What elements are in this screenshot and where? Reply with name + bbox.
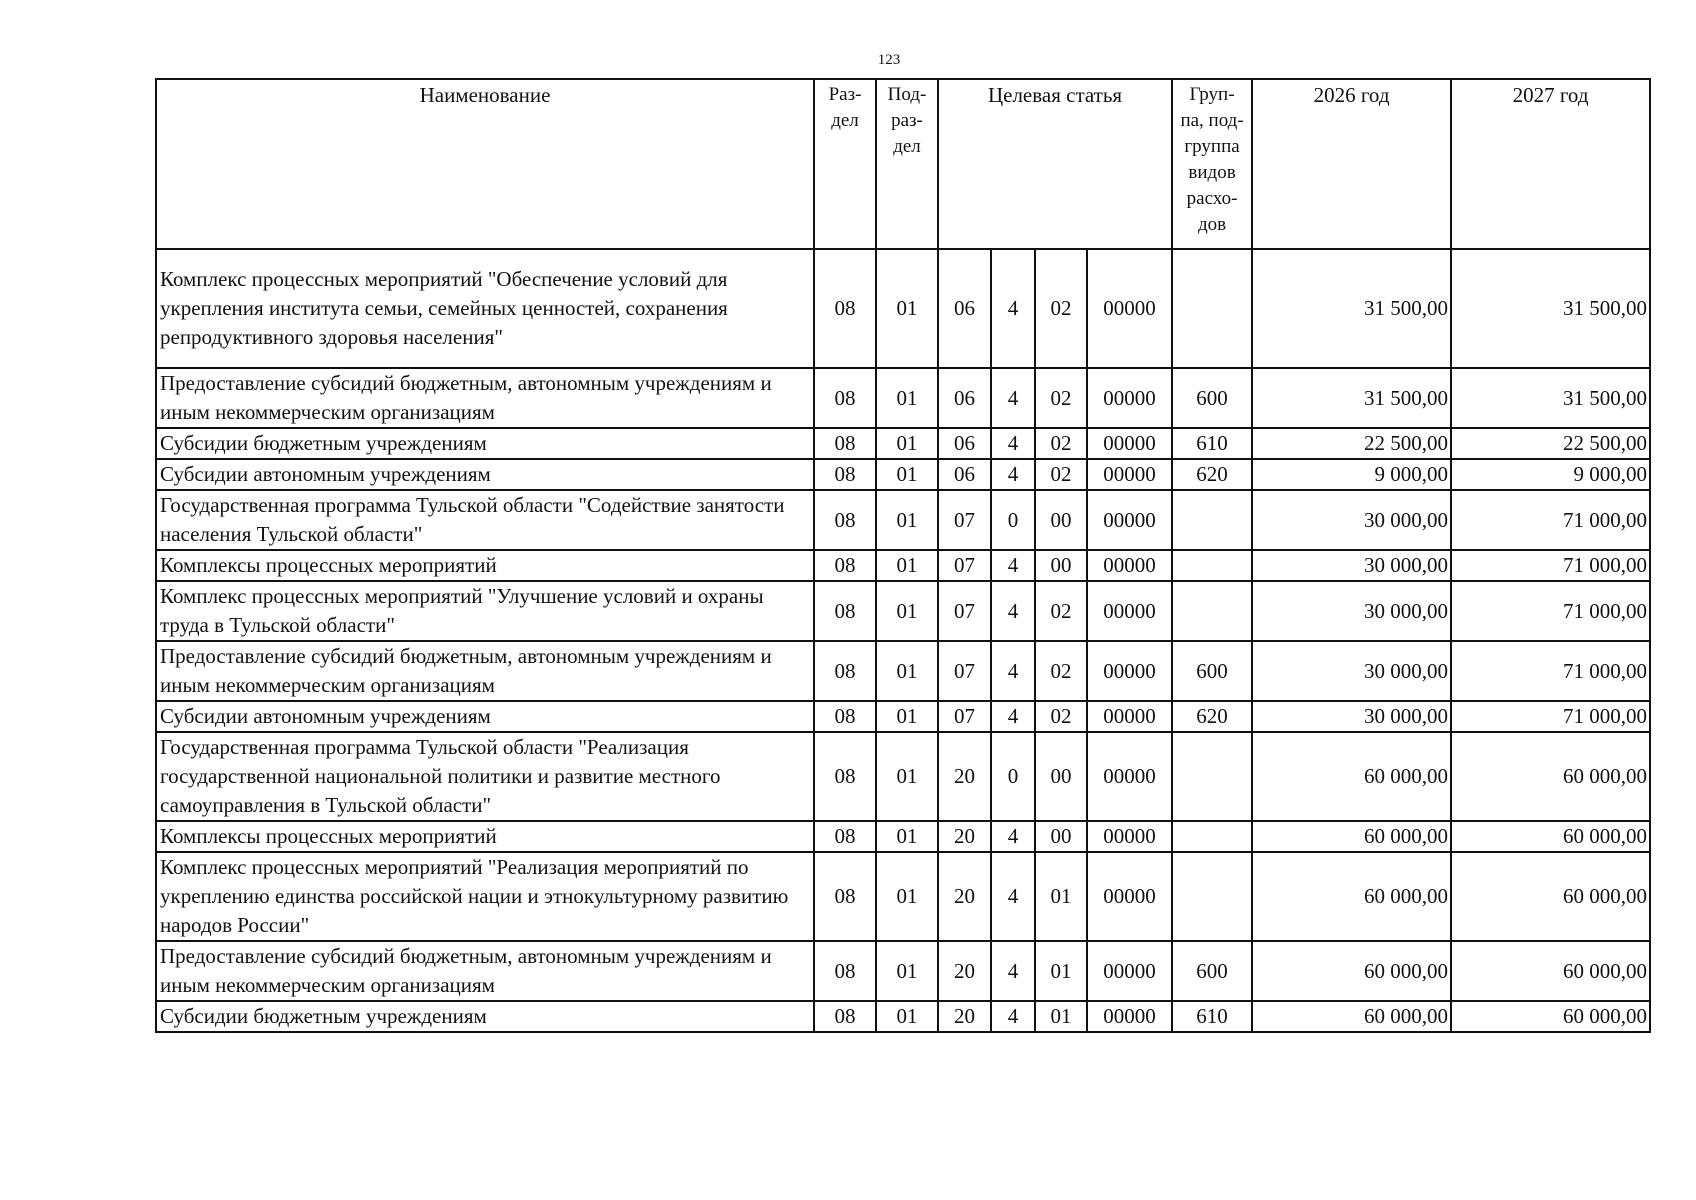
vid-rashodov-cell xyxy=(1172,732,1252,821)
table-row xyxy=(156,1001,1650,1032)
row-name: Государственная программа Тульской области "Содействие занятости населения Тульской области" xyxy=(156,490,814,550)
amount-2026-cell: 31 500,00 xyxy=(1252,249,1451,368)
celevaya-statya-program-cell: 20 xyxy=(938,941,991,1001)
vid-rashodov-cell: 600 xyxy=(1172,941,1252,1001)
vid-rashodov-cell xyxy=(1172,821,1252,852)
podrazdel-cell: 01 xyxy=(876,581,938,641)
celevaya-statya-program-cell: 07 xyxy=(938,490,991,550)
amount-2026-cell: 60 000,00 xyxy=(1252,941,1451,1001)
celevaya-statya-type-cell: 4 xyxy=(991,1001,1035,1032)
podrazdel-cell: 01 xyxy=(876,249,938,368)
row-name: Комплексы процессных мероприятий xyxy=(156,821,814,852)
amount-2027-cell: 60 000,00 xyxy=(1451,852,1650,941)
amount-2027-cell: 60 000,00 xyxy=(1451,941,1650,1001)
celevaya-statya-direction-cell: 00000 xyxy=(1087,581,1172,641)
razdel-cell: 08 xyxy=(814,732,876,821)
celevaya-statya-direction-cell: 00000 xyxy=(1087,459,1172,490)
celevaya-statya-program-cell: 07 xyxy=(938,550,991,581)
header-podrazdel: Под- раз- дел xyxy=(876,79,938,249)
celevaya-statya-subprogram-cell: 00 xyxy=(1035,490,1087,550)
vid-rashodov-cell xyxy=(1172,581,1252,641)
amount-2027-cell: 71 000,00 xyxy=(1451,641,1650,701)
podrazdel-cell: 01 xyxy=(876,701,938,732)
celevaya-statya-type-cell: 4 xyxy=(991,701,1035,732)
row-name: Предоставление субсидий бюджетным, автономным учреждениям и иным некоммерческим организациям xyxy=(156,368,814,428)
amount-2027-cell: 60 000,00 xyxy=(1451,1001,1650,1032)
vid-rashodov-cell: 610 xyxy=(1172,1001,1252,1032)
podrazdel-cell: 01 xyxy=(876,459,938,490)
amount-2027-cell: 60 000,00 xyxy=(1451,821,1650,852)
vid-rashodov-cell xyxy=(1172,249,1252,368)
podrazdel-cell: 01 xyxy=(876,641,938,701)
row-name: Субсидии бюджетным учреждениям xyxy=(156,428,814,459)
amount-2027-cell: 31 500,00 xyxy=(1451,249,1650,368)
celevaya-statya-type-cell: 4 xyxy=(991,368,1035,428)
table-row xyxy=(156,428,1650,459)
razdel-cell: 08 xyxy=(814,459,876,490)
celevaya-statya-subprogram-cell: 02 xyxy=(1035,428,1087,459)
celevaya-statya-program-cell: 20 xyxy=(938,732,991,821)
row-name: Субсидии автономным учреждениям xyxy=(156,701,814,732)
amount-2026-cell: 9 000,00 xyxy=(1252,459,1451,490)
header-razdel: Раз- дел xyxy=(814,79,876,249)
celevaya-statya-program-cell: 20 xyxy=(938,821,991,852)
celevaya-statya-program-cell: 06 xyxy=(938,428,991,459)
podrazdel-cell: 01 xyxy=(876,821,938,852)
amount-2026-cell: 30 000,00 xyxy=(1252,550,1451,581)
razdel-cell: 08 xyxy=(814,581,876,641)
razdel-cell: 08 xyxy=(814,852,876,941)
amount-2026-cell: 30 000,00 xyxy=(1252,701,1451,732)
razdel-cell: 08 xyxy=(814,701,876,732)
celevaya-statya-subprogram-cell: 01 xyxy=(1035,852,1087,941)
celevaya-statya-type-cell: 4 xyxy=(991,821,1035,852)
amount-2026-cell: 60 000,00 xyxy=(1252,852,1451,941)
amount-2026-cell: 60 000,00 xyxy=(1252,821,1451,852)
vid-rashodov-cell: 610 xyxy=(1172,428,1252,459)
razdel-cell: 08 xyxy=(814,368,876,428)
celevaya-statya-program-cell: 20 xyxy=(938,852,991,941)
celevaya-statya-type-cell: 0 xyxy=(991,490,1035,550)
header-celevaya-statya: Целевая статья xyxy=(938,79,1172,249)
razdel-cell: 08 xyxy=(814,641,876,701)
budget-table xyxy=(155,78,1651,1033)
celevaya-statya-subprogram-cell: 01 xyxy=(1035,941,1087,1001)
celevaya-statya-subprogram-cell: 02 xyxy=(1035,701,1087,732)
celevaya-statya-direction-cell: 00000 xyxy=(1087,249,1172,368)
vid-rashodov-cell: 600 xyxy=(1172,641,1252,701)
header-gruppa-vidov-rashodov: Груп- па, под- группа видов расхо- дов xyxy=(1172,79,1252,249)
page-number: 123 xyxy=(877,52,901,68)
vid-rashodov-cell: 620 xyxy=(1172,459,1252,490)
razdel-cell: 08 xyxy=(814,490,876,550)
celevaya-statya-subprogram-cell: 02 xyxy=(1035,368,1087,428)
celevaya-statya-direction-cell: 00000 xyxy=(1087,490,1172,550)
table-row xyxy=(156,852,1650,941)
vid-rashodov-cell xyxy=(1172,490,1252,550)
vid-rashodov-cell xyxy=(1172,550,1252,581)
celevaya-statya-type-cell: 4 xyxy=(991,550,1035,581)
podrazdel-cell: 01 xyxy=(876,428,938,459)
amount-2027-cell: 71 000,00 xyxy=(1451,581,1650,641)
row-name: Государственная программа Тульской области "Реализация государственной национальной политики и развитие местного самоуправления в Тульской области" xyxy=(156,732,814,821)
amount-2027-cell: 31 500,00 xyxy=(1451,368,1650,428)
row-name: Комплекс процессных мероприятий "Обеспечение условий для укрепления института семьи, семейных ценностей, сохранения репродуктивного здоровья населения" xyxy=(156,249,814,368)
row-name: Субсидии бюджетным учреждениям xyxy=(156,1001,814,1032)
celevaya-statya-direction-cell: 00000 xyxy=(1087,368,1172,428)
table-row xyxy=(156,732,1650,821)
amount-2027-cell: 22 500,00 xyxy=(1451,428,1650,459)
table-row xyxy=(156,550,1650,581)
razdel-cell: 08 xyxy=(814,1001,876,1032)
row-name: Предоставление субсидий бюджетным, автономным учреждениям и иным некоммерческим организациям xyxy=(156,641,814,701)
celevaya-statya-subprogram-cell: 02 xyxy=(1035,581,1087,641)
table-row xyxy=(156,641,1650,701)
razdel-cell: 08 xyxy=(814,821,876,852)
amount-2026-cell: 31 500,00 xyxy=(1252,368,1451,428)
table-row xyxy=(156,368,1650,428)
celevaya-statya-direction-cell: 00000 xyxy=(1087,941,1172,1001)
row-name: Комплекс процессных мероприятий "Реализация мероприятий по укреплению единства российской нации и этнокультурному развитию народов России" xyxy=(156,852,814,941)
header-year-2027: 2027 год xyxy=(1451,79,1650,249)
table-row xyxy=(156,821,1650,852)
celevaya-statya-direction-cell: 00000 xyxy=(1087,428,1172,459)
celevaya-statya-program-cell: 06 xyxy=(938,249,991,368)
celevaya-statya-direction-cell: 00000 xyxy=(1087,701,1172,732)
row-name: Субсидии автономным учреждениям xyxy=(156,459,814,490)
celevaya-statya-subprogram-cell: 00 xyxy=(1035,550,1087,581)
razdel-cell: 08 xyxy=(814,941,876,1001)
celevaya-statya-subprogram-cell: 01 xyxy=(1035,1001,1087,1032)
table-row xyxy=(156,249,1650,368)
celevaya-statya-program-cell: 20 xyxy=(938,1001,991,1032)
podrazdel-cell: 01 xyxy=(876,941,938,1001)
header-name: Наименование xyxy=(156,79,814,249)
celevaya-statya-type-cell: 4 xyxy=(991,941,1035,1001)
celevaya-statya-type-cell: 4 xyxy=(991,249,1035,368)
header-row xyxy=(156,79,1650,249)
celevaya-statya-type-cell: 4 xyxy=(991,641,1035,701)
celevaya-statya-subprogram-cell: 02 xyxy=(1035,641,1087,701)
podrazdel-cell: 01 xyxy=(876,1001,938,1032)
celevaya-statya-direction-cell: 00000 xyxy=(1087,852,1172,941)
podrazdel-cell: 01 xyxy=(876,852,938,941)
celevaya-statya-direction-cell: 00000 xyxy=(1087,1001,1172,1032)
celevaya-statya-type-cell: 4 xyxy=(991,428,1035,459)
podrazdel-cell: 01 xyxy=(876,550,938,581)
vid-rashodov-cell: 600 xyxy=(1172,368,1252,428)
celevaya-statya-subprogram-cell: 00 xyxy=(1035,732,1087,821)
razdel-cell: 08 xyxy=(814,428,876,459)
header-year-2026: 2026 год xyxy=(1252,79,1451,249)
amount-2027-cell: 60 000,00 xyxy=(1451,732,1650,821)
table-row xyxy=(156,701,1650,732)
celevaya-statya-type-cell: 4 xyxy=(991,852,1035,941)
celevaya-statya-subprogram-cell: 02 xyxy=(1035,249,1087,368)
celevaya-statya-program-cell: 06 xyxy=(938,368,991,428)
celevaya-statya-subprogram-cell: 00 xyxy=(1035,821,1087,852)
amount-2026-cell: 30 000,00 xyxy=(1252,581,1451,641)
celevaya-statya-program-cell: 07 xyxy=(938,641,991,701)
vid-rashodov-cell xyxy=(1172,852,1252,941)
celevaya-statya-direction-cell: 00000 xyxy=(1087,550,1172,581)
amount-2026-cell: 30 000,00 xyxy=(1252,641,1451,701)
podrazdel-cell: 01 xyxy=(876,368,938,428)
celevaya-statya-program-cell: 07 xyxy=(938,581,991,641)
celevaya-statya-type-cell: 4 xyxy=(991,459,1035,490)
table-row xyxy=(156,459,1650,490)
table-row xyxy=(156,941,1650,1001)
amount-2027-cell: 9 000,00 xyxy=(1451,459,1650,490)
amount-2027-cell: 71 000,00 xyxy=(1451,490,1650,550)
table-row xyxy=(156,581,1650,641)
celevaya-statya-type-cell: 4 xyxy=(991,581,1035,641)
razdel-cell: 08 xyxy=(814,550,876,581)
celevaya-statya-program-cell: 06 xyxy=(938,459,991,490)
amount-2027-cell: 71 000,00 xyxy=(1451,701,1650,732)
razdel-cell: 08 xyxy=(814,249,876,368)
amount-2027-cell: 71 000,00 xyxy=(1451,550,1650,581)
celevaya-statya-subprogram-cell: 02 xyxy=(1035,459,1087,490)
podrazdel-cell: 01 xyxy=(876,732,938,821)
row-name: Комплекс процессных мероприятий "Улучшение условий и охраны труда в Тульской области" xyxy=(156,581,814,641)
podrazdel-cell: 01 xyxy=(876,490,938,550)
celevaya-statya-direction-cell: 00000 xyxy=(1087,821,1172,852)
table-row xyxy=(156,490,1650,550)
amount-2026-cell: 30 000,00 xyxy=(1252,490,1451,550)
celevaya-statya-direction-cell: 00000 xyxy=(1087,732,1172,821)
row-name: Комплексы процессных мероприятий xyxy=(156,550,814,581)
amount-2026-cell: 60 000,00 xyxy=(1252,1001,1451,1032)
celevaya-statya-type-cell: 0 xyxy=(991,732,1035,821)
row-name: Предоставление субсидий бюджетным, автономным учреждениям и иным некоммерческим организациям xyxy=(156,941,814,1001)
vid-rashodov-cell: 620 xyxy=(1172,701,1252,732)
amount-2026-cell: 60 000,00 xyxy=(1252,732,1451,821)
amount-2026-cell: 22 500,00 xyxy=(1252,428,1451,459)
celevaya-statya-direction-cell: 00000 xyxy=(1087,641,1172,701)
celevaya-statya-program-cell: 07 xyxy=(938,701,991,732)
